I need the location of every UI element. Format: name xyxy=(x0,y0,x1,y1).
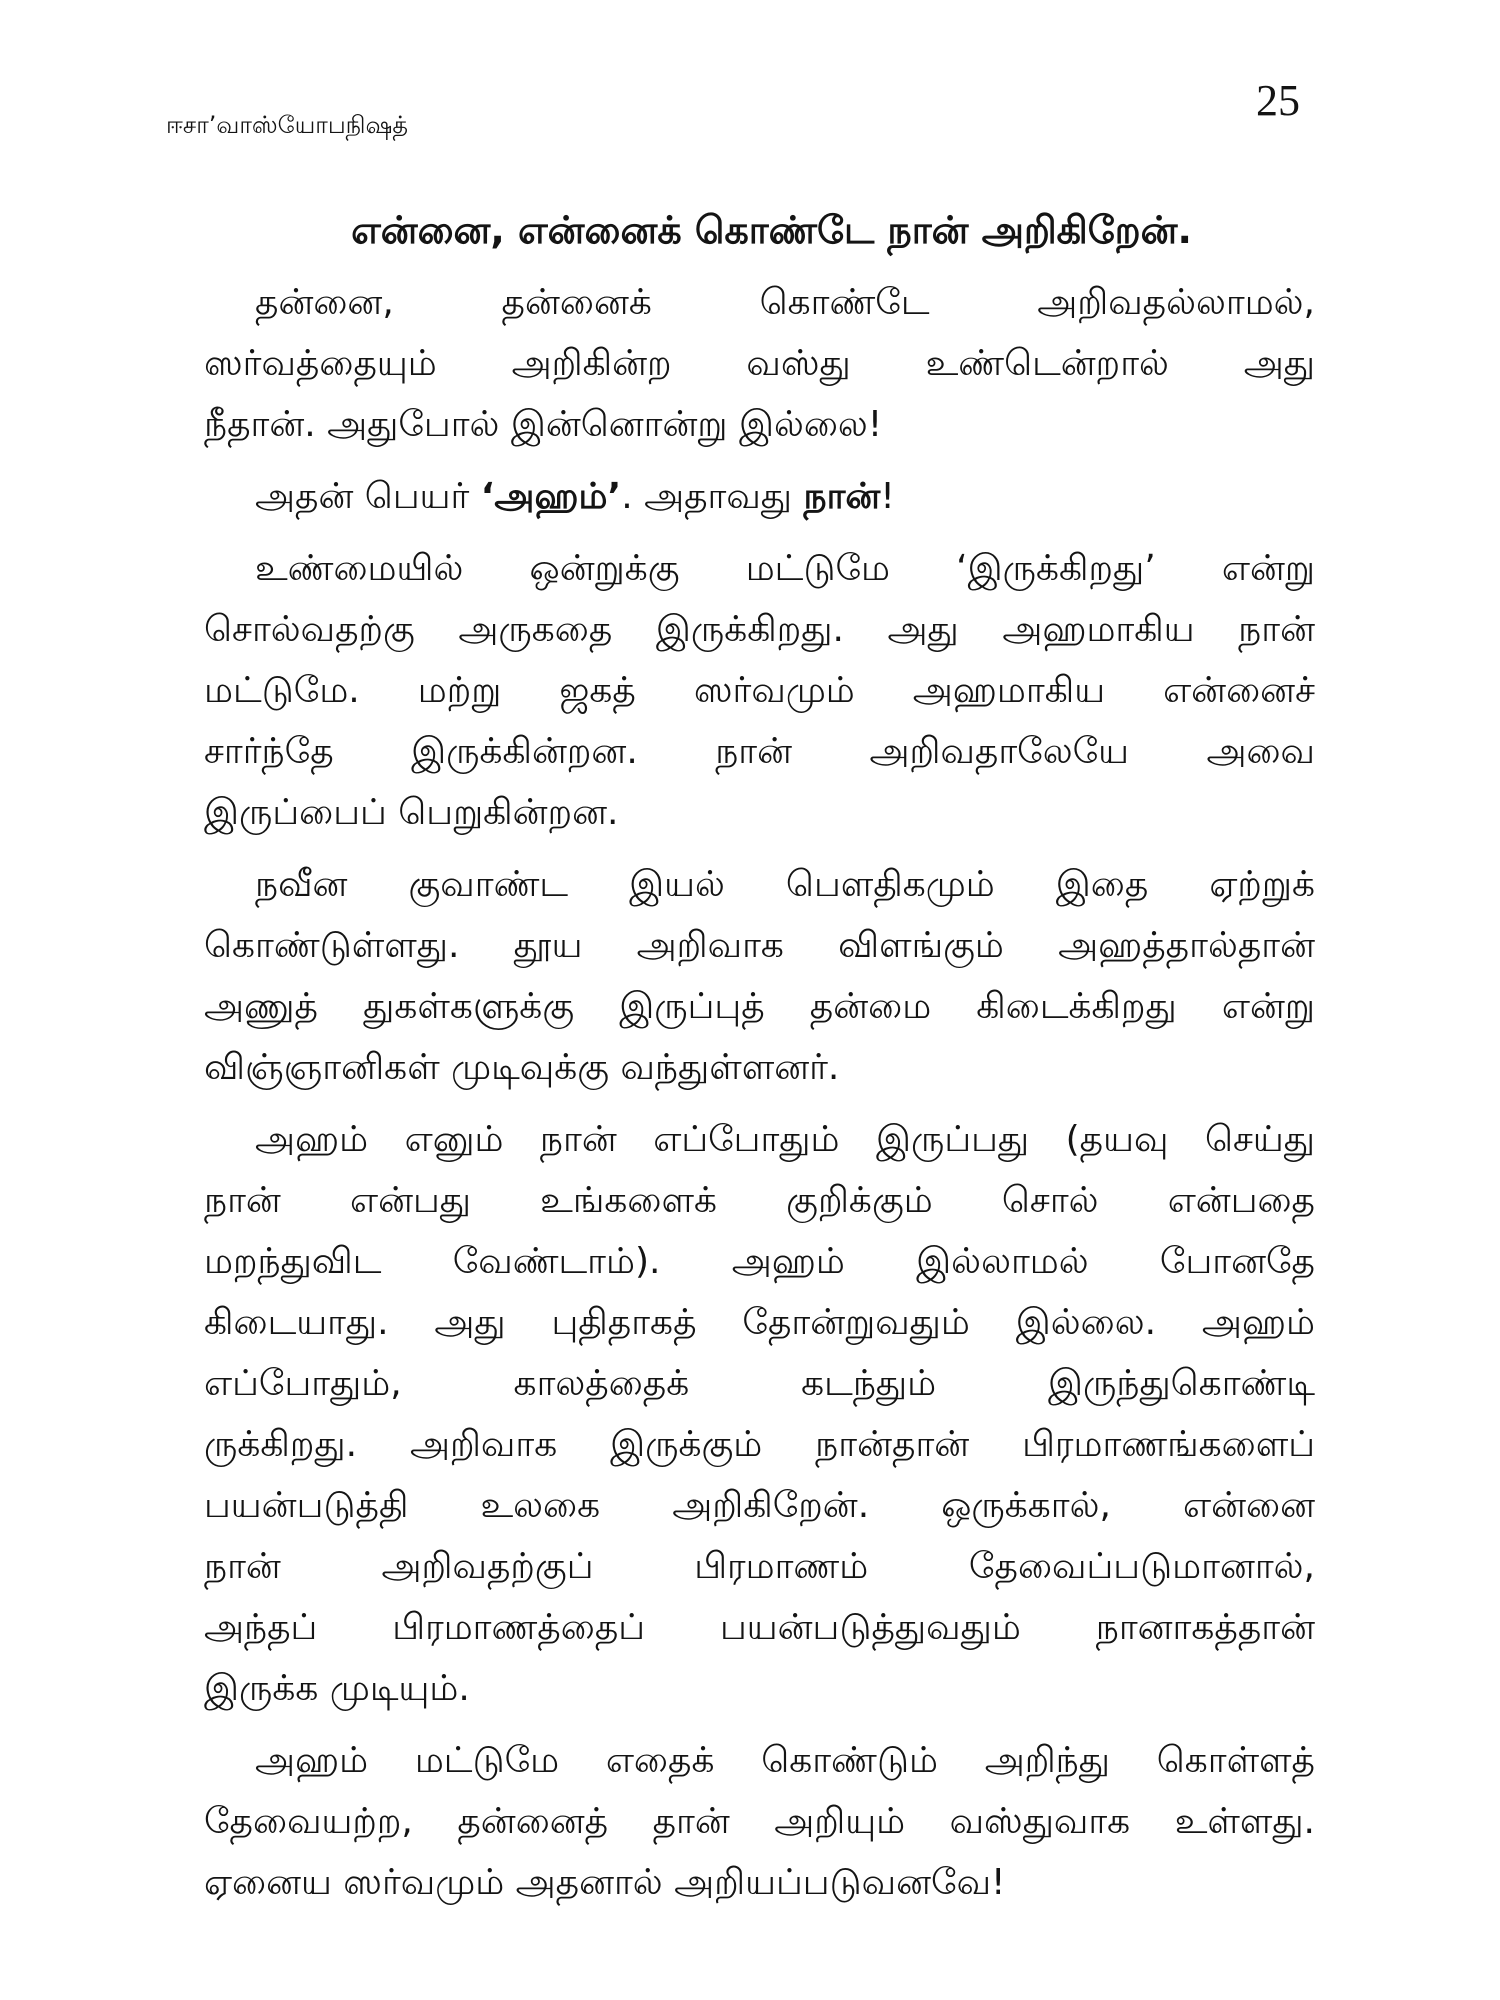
text-line: அணுத் துகள்களுக்கு இருப்புத் தன்மை கிடைக்கிறது என்று xyxy=(204,986,1315,1027)
text-line: நான் அறிவதற்குப் பிரமாணம் தேவைப்படுமானால், xyxy=(204,1546,1315,1587)
text-line: விஞ்ஞானிகள் முடிவுக்கு வந்துள்ளனர். xyxy=(204,1047,840,1088)
page-body xyxy=(204,199,1315,1913)
text-run: அதன் பெயர் xyxy=(255,476,481,517)
text-line xyxy=(204,466,1315,527)
text-line: இருப்பைப் பெறுகின்றன. xyxy=(204,792,619,833)
text-line: சார்ந்தே இருக்கின்றன. நான் அறிவதாலேயே அவை xyxy=(204,731,1315,772)
text-line: தேவையற்ற, தன்னைத் தான் அறியும் வஸ்துவாக உள்ளது. xyxy=(204,1801,1315,1842)
running-header xyxy=(0,0,1500,160)
text-line: உண்மையில் ஒன்றுக்கு மட்டுமே ‘இருக்கிறது’ என்று xyxy=(255,548,1315,589)
text-line: அந்தப் பிரமாணத்தைப் பயன்படுத்துவதும் நானாகத்தான் xyxy=(204,1607,1315,1648)
text-line: தன்னை, தன்னைக் கொண்டே அறிவதல்லாமல், xyxy=(255,282,1315,323)
bold-emphasis: நான் xyxy=(803,476,881,517)
text-line: ருக்கிறது. அறிவாக இருக்கும் நான்தான் பிரமாணங்களைப் xyxy=(204,1424,1315,1465)
paragraph-3 xyxy=(204,538,1315,843)
paragraph-5 xyxy=(204,1109,1315,1719)
text-line: எப்போதும், காலத்தைக் கடந்தும் இருந்துகொண்டி xyxy=(204,1363,1315,1404)
text-line: மறந்துவிட வேண்டாம்). அஹம் இல்லாமல் போனதே xyxy=(204,1241,1315,1282)
text-line: மட்டுமே. மற்று ஜகத் ஸர்வமும் அஹமாகிய என்னைச் xyxy=(204,670,1315,711)
text-line: அஹம் எனும் நான் எப்போதும் இருப்பது (தயவு செய்து xyxy=(255,1119,1315,1160)
paragraph-4 xyxy=(204,854,1315,1098)
text-line: நவீன குவாண்ட இயல் பௌதிகமும் இதை ஏற்றுக் xyxy=(255,864,1315,905)
page-number: 25 xyxy=(1256,76,1300,125)
text-line: பயன்படுத்தி உலகை அறிகிறேன். ஒருக்கால், என்னை xyxy=(204,1485,1315,1526)
text-line: நீதான். அதுபோல் இன்னொன்று இல்லை! xyxy=(204,404,883,445)
text-line: ஏனைய ஸர்வமும் அதனால் அறியப்படுவனவே! xyxy=(204,1862,1006,1903)
section-heading: என்னை, என்னைக் கொண்டே நான் அறிகிறேன். xyxy=(351,208,1192,252)
text-line: சொல்வதற்கு அருகதை இருக்கிறது. அது அஹமாகிய நான் xyxy=(204,609,1315,650)
paragraph-1 xyxy=(204,272,1315,455)
text-line: ஸர்வத்தையும் அறிகின்ற வஸ்து உண்டென்றால் அது xyxy=(204,343,1315,384)
paragraph-2 xyxy=(204,466,1315,527)
text-line: நான் என்பது உங்களைக் குறிக்கும் சொல் என்பதை xyxy=(204,1180,1315,1221)
paragraph-6 xyxy=(204,1730,1315,1913)
bold-term: ‘அஹம்’ xyxy=(480,476,622,517)
running-title: ஈசா’வாஸ்யோபநிஷத் xyxy=(166,111,409,139)
text-run: . அதாவது xyxy=(621,476,804,517)
text-line: அஹம் மட்டுமே எதைக் கொண்டும் அறிந்து கொள்ளத் xyxy=(255,1740,1315,1781)
text-line: கொண்டுள்ளது. தூய அறிவாக விளங்கும் அஹத்தால்தான் xyxy=(204,925,1315,966)
text-line: இருக்க முடியும். xyxy=(204,1668,470,1709)
text-line: கிடையாது. அது புதிதாகத் தோன்றுவதும் இல்லை. அஹம் xyxy=(204,1302,1315,1343)
text-run: ! xyxy=(880,476,895,517)
